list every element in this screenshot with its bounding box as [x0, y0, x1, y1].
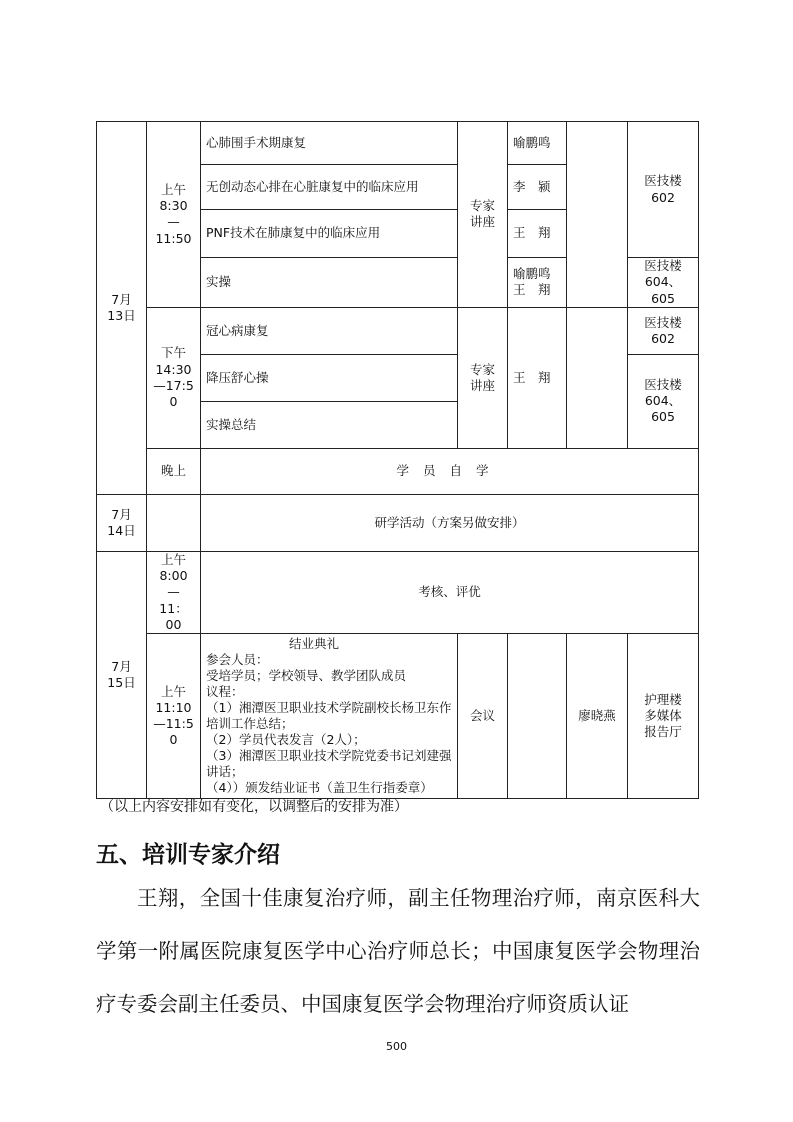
ceremony-title: 结业典礼 [288, 636, 339, 651]
speaker-cell: 李 颍 [508, 165, 567, 210]
expert-intro-paragraph: 王翔，全国十佳康复治疗师，副主任物理治疗师，南京医科大学第一附属医院康复医学中心治疗师总长；中国康复医学会物理治疗专委会副主任委员、中国康复医学会物理治疗师资质认证 [96, 886, 700, 1016]
speaker-afternoon-13: 王 翔 [508, 307, 567, 448]
session-item: 无创动态心排在心脏康复中的临床应用 [201, 165, 458, 210]
format-afternoon-13: 专家 讲座 [458, 307, 508, 448]
time-afternoon-13: 下午 14:30 —17:5 0 [147, 307, 201, 448]
assessment-activity: 考核、评优 [201, 551, 699, 633]
venue-morning-13: 医技楼 602 [628, 122, 699, 258]
empty-cell [567, 307, 628, 448]
ceremony-cell [201, 634, 458, 799]
section-heading: 五、培训专家介绍 [96, 842, 280, 868]
ceremony-details: 参会人员： 受培学员；学校领导、教学团队成员 议程： （1）湘潭医卫职业技术学院副校长杨卫东作培训工作总结； （2）学员代表发言（2人）； （3）湘潭医卫职业技术学院党委书记刘建强讲话； （4））颁发结业证书（盖卫生行指委章） [206, 652, 452, 795]
speaker-cell: 喻鹏鸣 王 翔 [508, 258, 567, 308]
venue-afternoon-practice-13: 医技楼 604、605 [628, 354, 699, 448]
date-jul-15: 7月 15日 [97, 551, 147, 798]
day14-activity: 研学活动（方案另做安排） [201, 494, 699, 551]
session-item: PNF技术在肺康复中的临床应用 [201, 210, 458, 258]
venue-afternoon-13: 医技楼 602 [628, 307, 699, 354]
schedule-note: （以上内容安排如有变化，以调整后的安排为准） [100, 799, 408, 815]
format-ceremony: 会议 [458, 634, 508, 799]
session-item: 降压舒心操 [201, 354, 458, 401]
session-item: 冠心病康复 [201, 307, 458, 354]
schedule-table [96, 121, 699, 799]
format-morning-13: 专家 讲座 [458, 122, 508, 308]
session-item: 实操总结 [201, 401, 458, 448]
session-item: 实操 [201, 258, 458, 308]
speaker-ceremony: 廖晓燕 [567, 634, 628, 799]
time-morning-13: 上午 8:30 — 11:50 [147, 122, 201, 308]
empty-cell [508, 634, 567, 799]
speaker-cell: 喻鹏鸣 [508, 122, 567, 165]
venue-practice-13: 医技楼 604、605 [628, 258, 699, 308]
speaker-cell: 王 翔 [508, 210, 567, 258]
time-evening-13: 晚上 [147, 448, 201, 494]
date-jul-13: 7月 13日 [97, 122, 147, 495]
venue-ceremony: 护理楼 多媒体 报告厅 [628, 634, 699, 799]
page-number: 500 [386, 1040, 407, 1053]
time-morning2-15: 上午 11:10 —11:5 0 [147, 634, 201, 799]
session-item: 心肺围手术期康复 [201, 122, 458, 165]
date-jul-14: 7月 14日 [97, 494, 147, 551]
empty-cell [567, 122, 628, 308]
evening-activity: 学员自学 [201, 448, 699, 494]
empty-cell [147, 494, 201, 551]
time-morning1-15: 上午 8:00 — 11：00 [147, 551, 201, 633]
